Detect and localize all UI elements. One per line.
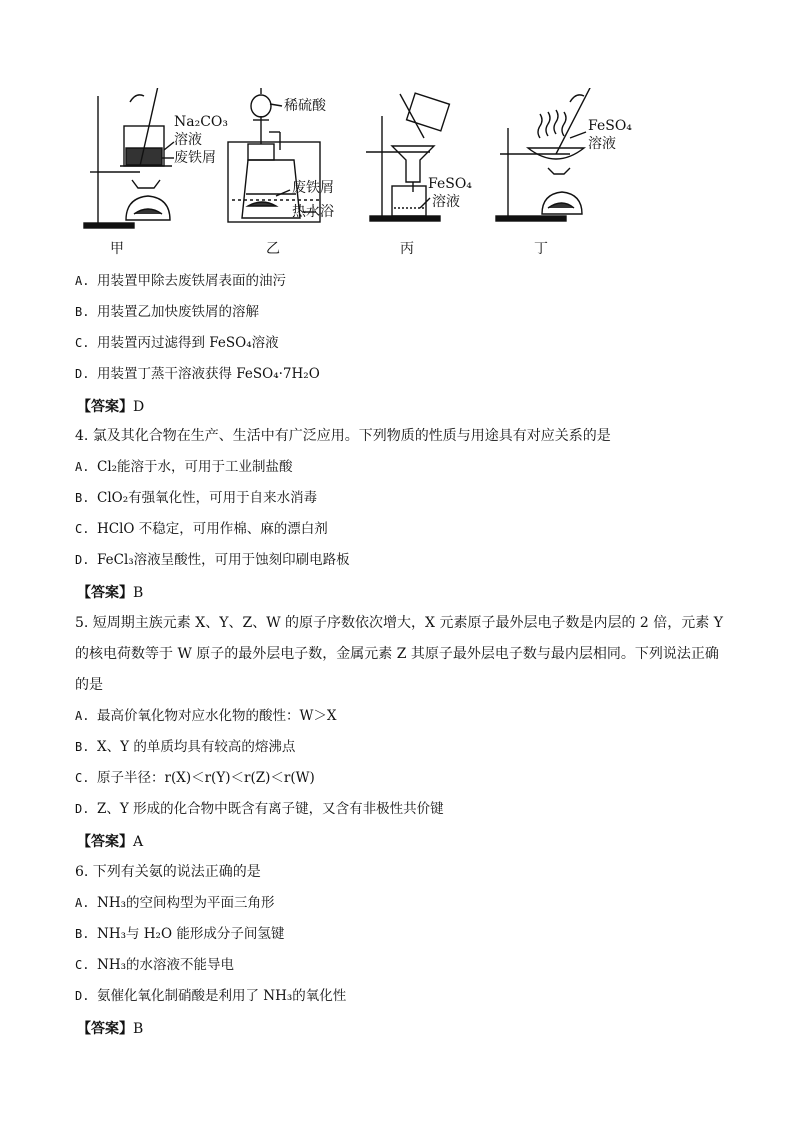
label-jia-na2co3: Na₂CO₃	[174, 114, 229, 130]
option-key: C.	[75, 522, 90, 536]
q5-option-d	[75, 800, 444, 818]
answer-label: 【答案】	[77, 585, 133, 601]
label-yi-acid: 稀硫酸	[284, 98, 326, 114]
q4-option-a	[75, 458, 293, 476]
caption-jia: 甲	[110, 241, 124, 257]
q6-answer	[77, 1018, 143, 1038]
q6-stem: 6. 下列有关氨的说法正确的是	[75, 864, 261, 880]
caption-yi: 乙	[266, 241, 280, 257]
option-key: B.	[75, 305, 90, 319]
option-key: C.	[75, 336, 90, 350]
q4-option-c	[75, 520, 328, 538]
apparatus-ding	[496, 88, 592, 221]
answer-value: A	[133, 834, 144, 850]
option-key: C.	[75, 958, 90, 972]
option-key: D.	[75, 553, 90, 567]
apparatus-figure	[70, 88, 670, 263]
q4-option-d	[75, 551, 350, 569]
answer-label: 【答案】	[77, 1021, 133, 1037]
q5-stem-line-2: 的核电荷数等于 W 原子的最外层电子数，金属元素 Z 其原子最外层电子数与最内层相同。下列说法正确	[75, 646, 719, 662]
answer-value: B	[133, 585, 144, 601]
caption-ding: 丁	[534, 241, 548, 257]
apparatus-diagram	[70, 88, 670, 263]
option-key: A.	[75, 709, 90, 723]
option-key: B.	[75, 740, 90, 754]
q3-option-d	[75, 365, 320, 383]
option-text: 用装置丁蒸干溶液获得 FeSO₄·7H₂O	[97, 366, 320, 382]
option-text: 最高价氧化物对应水化物的酸性：W＞X	[97, 708, 337, 724]
option-key: D.	[75, 367, 90, 381]
label-yi-scrap: 废铁屑	[292, 180, 334, 196]
q5-stem-line-1: 5. 短周期主族元素 X、Y、Z、W 的原子序数依次增大，X 元素原子最外层电子数是内层的 2 倍，元素 Y	[75, 615, 723, 631]
label-bing-feso4: FeSO₄	[428, 176, 472, 192]
option-key: D.	[75, 989, 90, 1003]
q3-option-c	[75, 334, 279, 352]
option-text: X、Y 的单质均具有较高的熔沸点	[97, 739, 296, 755]
option-key: A.	[75, 896, 90, 910]
q5-option-a	[75, 707, 337, 725]
option-key: A.	[75, 274, 90, 288]
option-text: NH₃的水溶液不能导电	[97, 957, 234, 973]
option-key: B.	[75, 491, 90, 505]
option-text: 氨催化氧化制硝酸是利用了 NH₃的氧化性	[97, 988, 347, 1004]
answer-value: B	[133, 1021, 144, 1037]
option-key: D.	[75, 802, 90, 816]
caption-bing: 丙	[400, 241, 414, 257]
option-text: 原子半径：r(X)＜r(Y)＜r(Z)＜r(W)	[97, 770, 315, 786]
option-text: ClO₂有强氧化性，可用于自来水消毒	[97, 490, 318, 506]
option-text: Z、Y 形成的化合物中既含有离子键，又含有非极性共价键	[97, 801, 444, 817]
option-text: 用装置乙加快废铁屑的溶解	[97, 304, 259, 320]
option-text: NH₃与 H₂O 能形成分子间氢键	[97, 926, 285, 942]
option-key: B.	[75, 927, 90, 941]
label-jia-scrap: 废铁屑	[174, 150, 216, 166]
label-yi-bath: 热水浴	[292, 204, 334, 220]
q5-option-b	[75, 738, 295, 756]
q5-stem-line-3: 的是	[75, 677, 103, 693]
label-ding-feso4: FeSO₄	[588, 118, 632, 134]
answer-value: D	[133, 399, 145, 415]
answer-label: 【答案】	[77, 399, 133, 415]
q6-option-b	[75, 925, 284, 943]
option-key: C.	[75, 771, 90, 785]
label-jia-solution: 溶液	[174, 132, 202, 148]
q4-answer	[77, 582, 143, 602]
label-ding-solution: 溶液	[588, 136, 616, 152]
q5-answer	[77, 831, 143, 851]
apparatus-jia	[84, 88, 172, 228]
q5-option-c	[75, 769, 315, 787]
option-text: FeCl₃溶液呈酸性，可用于蚀刻印刷电路板	[97, 552, 350, 568]
option-text: 用装置丙过滤得到 FeSO₄溶液	[97, 335, 279, 351]
label-bing-solution: 溶液	[432, 194, 460, 210]
q3-answer	[77, 396, 144, 416]
q4-stem: 4. 氯及其化合物在生产、生活中有广泛应用。下列物质的性质与用途具有对应关系的是	[75, 428, 611, 444]
option-text: Cl₂能溶于水，可用于工业制盐酸	[97, 459, 293, 475]
option-text: HClO 不稳定，可用作棉、麻的漂白剂	[97, 521, 328, 537]
option-key: A.	[75, 460, 90, 474]
q3-option-a	[75, 272, 286, 290]
q6-option-c	[75, 956, 234, 974]
q3-option-b	[75, 303, 259, 321]
q6-option-a	[75, 894, 275, 912]
answer-label: 【答案】	[77, 834, 133, 850]
q6-option-d	[75, 987, 346, 1005]
option-text: NH₃的空间构型为平面三角形	[97, 895, 275, 911]
q4-option-b	[75, 489, 317, 507]
option-text: 用装置甲除去废铁屑表面的油污	[97, 273, 286, 289]
